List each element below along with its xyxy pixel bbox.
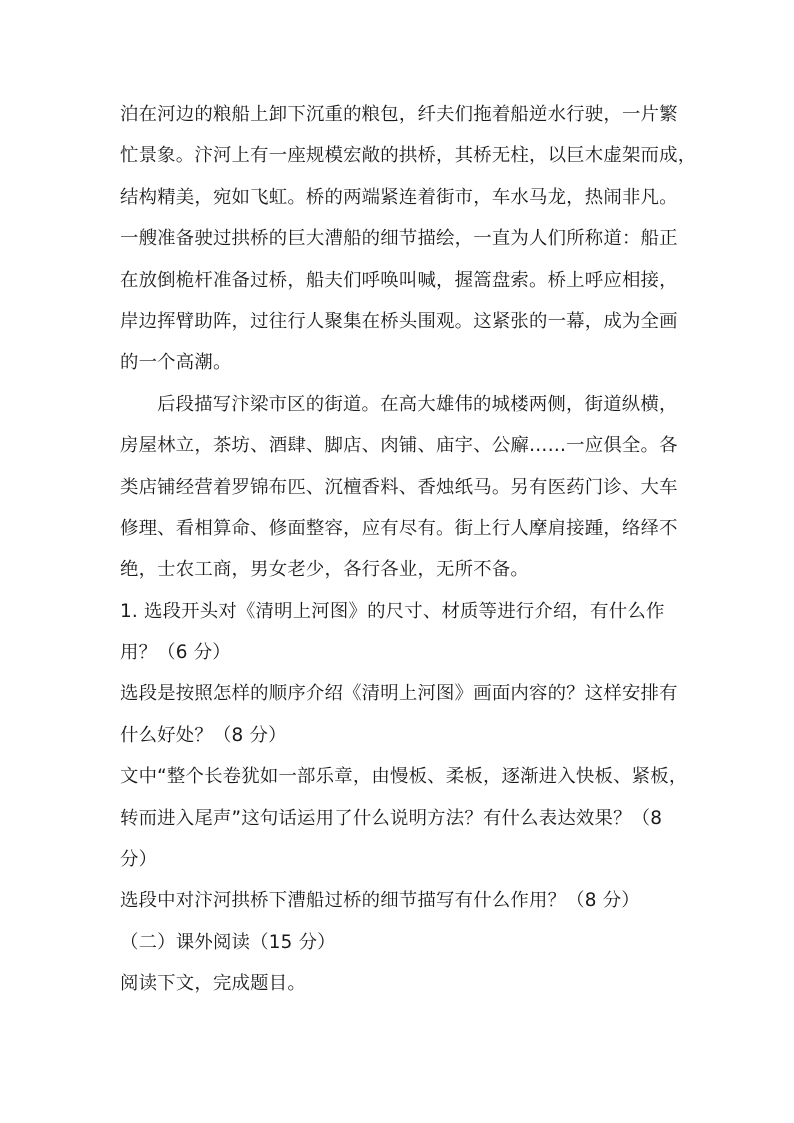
text-line: 一艘准备驶过拱桥的巨大漕船的细节描绘，一直为人们所称道：船正 — [120, 228, 678, 250]
text-line: 类店铺经营着罗锦布匹、沉檀香料、香烛纸马。另有医药门诊、大车 — [120, 476, 678, 498]
paragraph-start-line: 后段描写汴梁市区的街道。在高大雄伟的城楼两侧，街道纵横， — [157, 393, 678, 415]
text-line: 结构精美，宛如飞虹。桥的两端紧连着街市，车水马龙，热闹非凡。 — [120, 186, 678, 208]
document-body — [120, 94, 697, 1005]
text-line: 忙景象。汴河上有一座规模宏敞的拱桥，其桥无柱，以巨木虚架而成， — [120, 145, 697, 167]
text-line: 岸边挥臂助阵，过往行人聚集在桥头围观。这紧张的一幕，成为全画 — [120, 310, 678, 332]
question-2-line: 选段是按照怎样的顺序介绍《清明上河图》画面内容的？这样安排有 — [120, 683, 678, 705]
question-3-line: 分） — [120, 849, 158, 871]
question-3-line: 转而进入尾声”这句话运用了什么说明方法？有什么表达效果？（8 — [120, 807, 663, 829]
text-line: 房屋林立，茶坊、酒肆、脚店、肉铺、庙宇、公廨……一应俱全。各 — [120, 435, 678, 457]
section-heading: （二）课外阅读（15 分） — [120, 931, 336, 953]
text-line: 的一个高潮。 — [120, 352, 232, 374]
text-line: 修理、看相算命、修面整容，应有尽有。街上行人摩肩接踵，络绎不 — [120, 517, 678, 539]
question-1-line: 用？（6 分） — [120, 642, 231, 664]
question-3-line: 文中“整个长卷犹如一部乐章，由慢板、柔板，逐渐进入快板、紧板， — [120, 766, 688, 788]
question-4-line: 选段中对汴河拱桥下漕船过桥的细节描写有什么作用？（8 分） — [120, 890, 640, 912]
text-line: 在放倒桅杆准备过桥，船夫们呼唤叫喊，握篙盘索。桥上呼应相接， — [120, 269, 678, 291]
instruction-line: 阅读下文，完成题目。 — [120, 973, 306, 995]
question-1-line: 1. 选段开头对《清明上河图》的尺寸、材质等进行介绍，有什么作 — [120, 600, 665, 622]
text-line: 泊在河边的粮船上卸下沉重的粮包，纤夫们拖着船逆水行驶，一片繁 — [120, 104, 678, 125]
text-line: 绝，士农工商，男女老少，各行各业，无所不备。 — [120, 559, 529, 581]
question-2-line: 什么好处？（8 分） — [120, 724, 287, 746]
